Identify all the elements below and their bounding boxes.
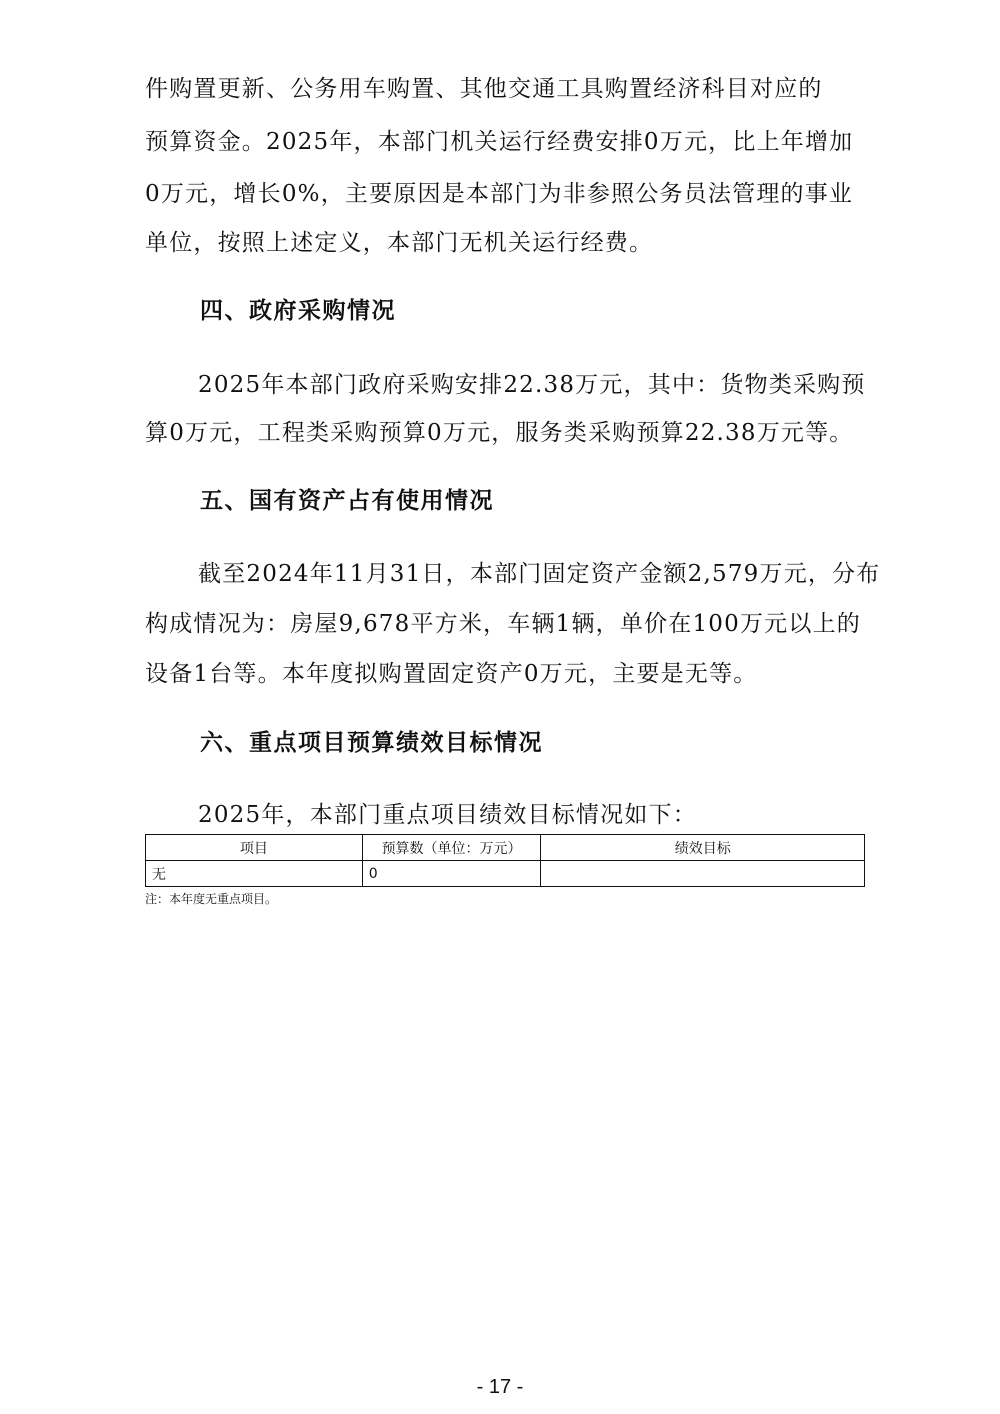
table-intro: 2025年，本部门重点项目绩效目标情况如下： — [198, 802, 697, 828]
paragraph-line: 设备1台等。本年度拟购置固定资产0万元，主要是无等。 — [145, 661, 758, 687]
paragraph-line: 算0万元，工程类采购预算0万元，服务类采购预算22.38万元等。 — [145, 420, 854, 446]
performance-target-table — [145, 834, 865, 887]
table-header-row — [146, 835, 865, 861]
cell-project: 无 — [146, 861, 363, 887]
section-heading-performance-targets: 六、重点项目预算绩效目标情况 — [200, 730, 543, 756]
paragraph-line: 件购置更新、公务用车购置、其他交通工具购置经济科目对应的 — [145, 76, 823, 102]
page-number: - 17 - — [476, 1376, 524, 1398]
cell-budget: 0 — [362, 861, 541, 887]
paragraph-line: 截至2024年11月31日，本部门固定资产金额2,579万元，分布 — [198, 561, 881, 587]
column-header-project: 项目 — [146, 835, 363, 861]
table-note: 注：本年度无重点项目。 — [145, 892, 278, 906]
section-heading-government-procurement: 四、政府采购情况 — [200, 298, 396, 324]
column-header-performance-target: 绩效目标 — [541, 835, 865, 861]
paragraph-line: 预算资金。2025年，本部门机关运行经费安排0万元，比上年增加 — [145, 129, 854, 155]
paragraph-line: 0万元，增长0%，主要原因是本部门为非参照公务员法管理的事业 — [145, 181, 854, 207]
table-row — [146, 861, 865, 887]
paragraph-line: 构成情况为：房屋9,678平方米，车辆1辆，单价在100万元以上的 — [145, 611, 861, 637]
paragraph-line: 单位，按照上述定义，本部门无机关运行经费。 — [145, 230, 654, 256]
section-heading-state-assets: 五、国有资产占有使用情况 — [200, 488, 494, 514]
cell-performance-target — [541, 861, 865, 887]
paragraph-line: 2025年本部门政府采购安排22.38万元，其中：货物类采购预 — [198, 372, 866, 398]
column-header-budget: 预算数（单位：万元） — [362, 835, 541, 861]
